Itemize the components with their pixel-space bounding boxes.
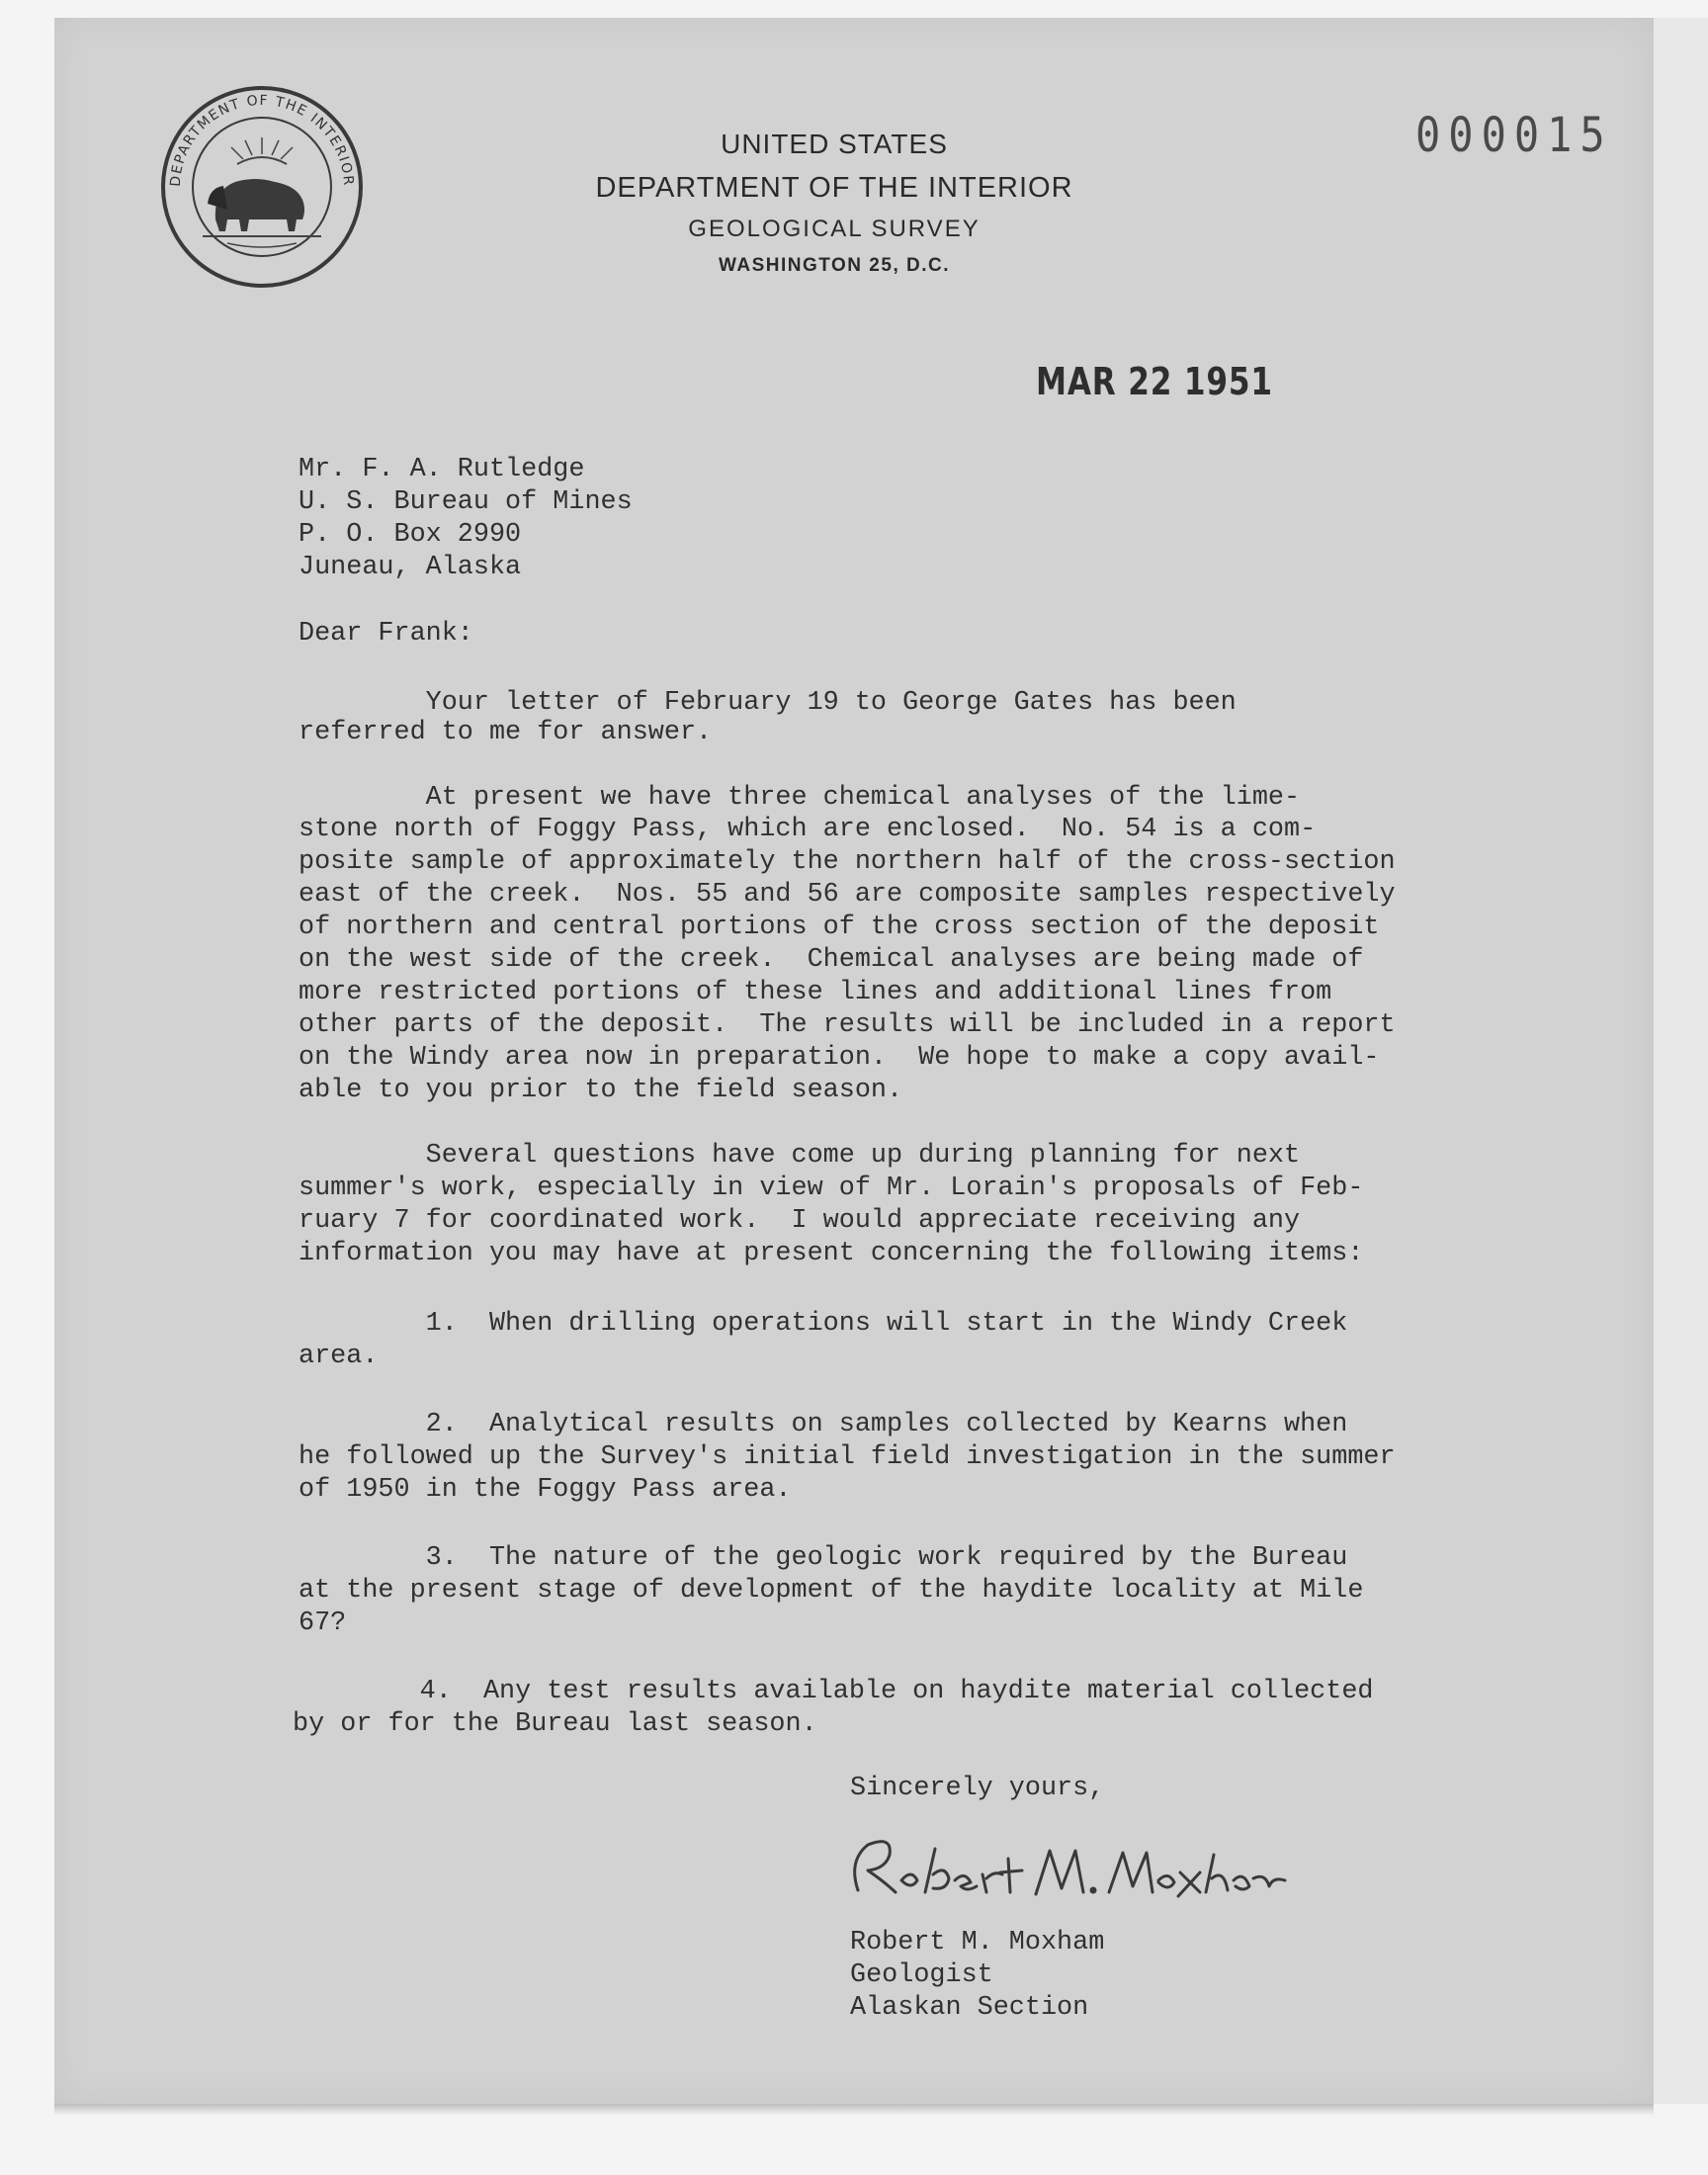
body-line: summer's work, especially in view of Mr. Lorain's proposals of Feb- — [299, 1174, 1364, 1203]
list-item: he followed up the Survey's initial field investigation in the summer — [299, 1442, 1396, 1472]
closing: Sincerely yours, — [850, 1774, 1105, 1803]
body-line: posite sample of approximately the northern half of the cross-section — [299, 847, 1396, 877]
signer-title: Geologist — [850, 1960, 993, 1990]
body-line: Your letter of February 19 to George Gates has been — [299, 688, 1237, 718]
seal-text: DEPARTMENT OF THE INTERIOR — [167, 92, 357, 188]
body-line: other parts of the deposit. The results will be included in a report — [299, 1010, 1396, 1040]
page-shadow — [54, 2104, 1654, 2116]
salutation: Dear Frank: — [299, 619, 473, 649]
address-line: Juneau, Alaska — [299, 553, 522, 582]
body-line: referred to me for answer. — [299, 718, 713, 747]
body-line: Several questions have come up during planning for next — [299, 1141, 1301, 1171]
address-line: U. S. Bureau of Mines — [299, 487, 633, 517]
body-line: stone north of Foggy Pass, which are enclosed. No. 54 is a com- — [299, 815, 1317, 844]
body-line: ruary 7 for coordinated work. I would appreciate receiving any — [299, 1206, 1301, 1236]
body-line: east of the creek. Nos. 55 and 56 are composite samples respectively — [299, 880, 1396, 910]
address-line: P. O. Box 2990 — [299, 520, 522, 550]
body-line: on the Windy area now in preparation. We hope to make a copy avail- — [299, 1043, 1380, 1073]
body-line: on the west side of the creek. Chemical analyses are being made of — [299, 945, 1364, 975]
letterhead-survey: GEOLOGICAL SURVEY — [688, 216, 981, 242]
letterhead-country: UNITED STATES — [721, 129, 948, 159]
body-line: able to you prior to the field season. — [299, 1076, 903, 1105]
list-item: 3. The nature of the geologic work required by the Bureau — [299, 1543, 1348, 1573]
list-item: area. — [299, 1342, 379, 1371]
list-item: 67? — [299, 1609, 347, 1638]
address-line: Mr. F. A. Rutledge — [299, 455, 585, 484]
list-item: of 1950 in the Foggy Pass area. — [299, 1475, 792, 1505]
body-line: more restricted portions of these lines and additional lines from — [299, 978, 1332, 1007]
list-item: at the present stage of development of the haydite locality at Mile — [299, 1576, 1364, 1606]
body-line: of northern and central portions of the cross section of the deposit — [299, 913, 1380, 942]
handwritten-signature — [838, 1831, 1293, 1910]
list-item: 4. Any test results available on haydite material collected — [293, 1677, 1374, 1706]
document-number: 000015 — [1415, 107, 1613, 163]
list-item: by or for the Bureau last season. — [293, 1709, 817, 1739]
list-item: 2. Analytical results on samples collected by Kearns when — [299, 1410, 1348, 1439]
page-edge — [1654, 18, 1708, 2104]
signer-section: Alaskan Section — [850, 1993, 1089, 2023]
date-stamp: MAR 22 1951 — [1036, 360, 1273, 403]
letterhead-department: DEPARTMENT OF THE INTERIOR — [595, 172, 1073, 204]
body-line: At present we have three chemical analyses of the lime- — [299, 783, 1301, 813]
letterhead-address: WASHINGTON 25, D.C. — [718, 255, 950, 276]
body-line: information you may have at present concerning the following items: — [299, 1239, 1364, 1268]
list-item: 1. When drilling operations will start in the Windy Creek — [299, 1309, 1348, 1339]
signer-name: Robert M. Moxham — [850, 1928, 1105, 1958]
